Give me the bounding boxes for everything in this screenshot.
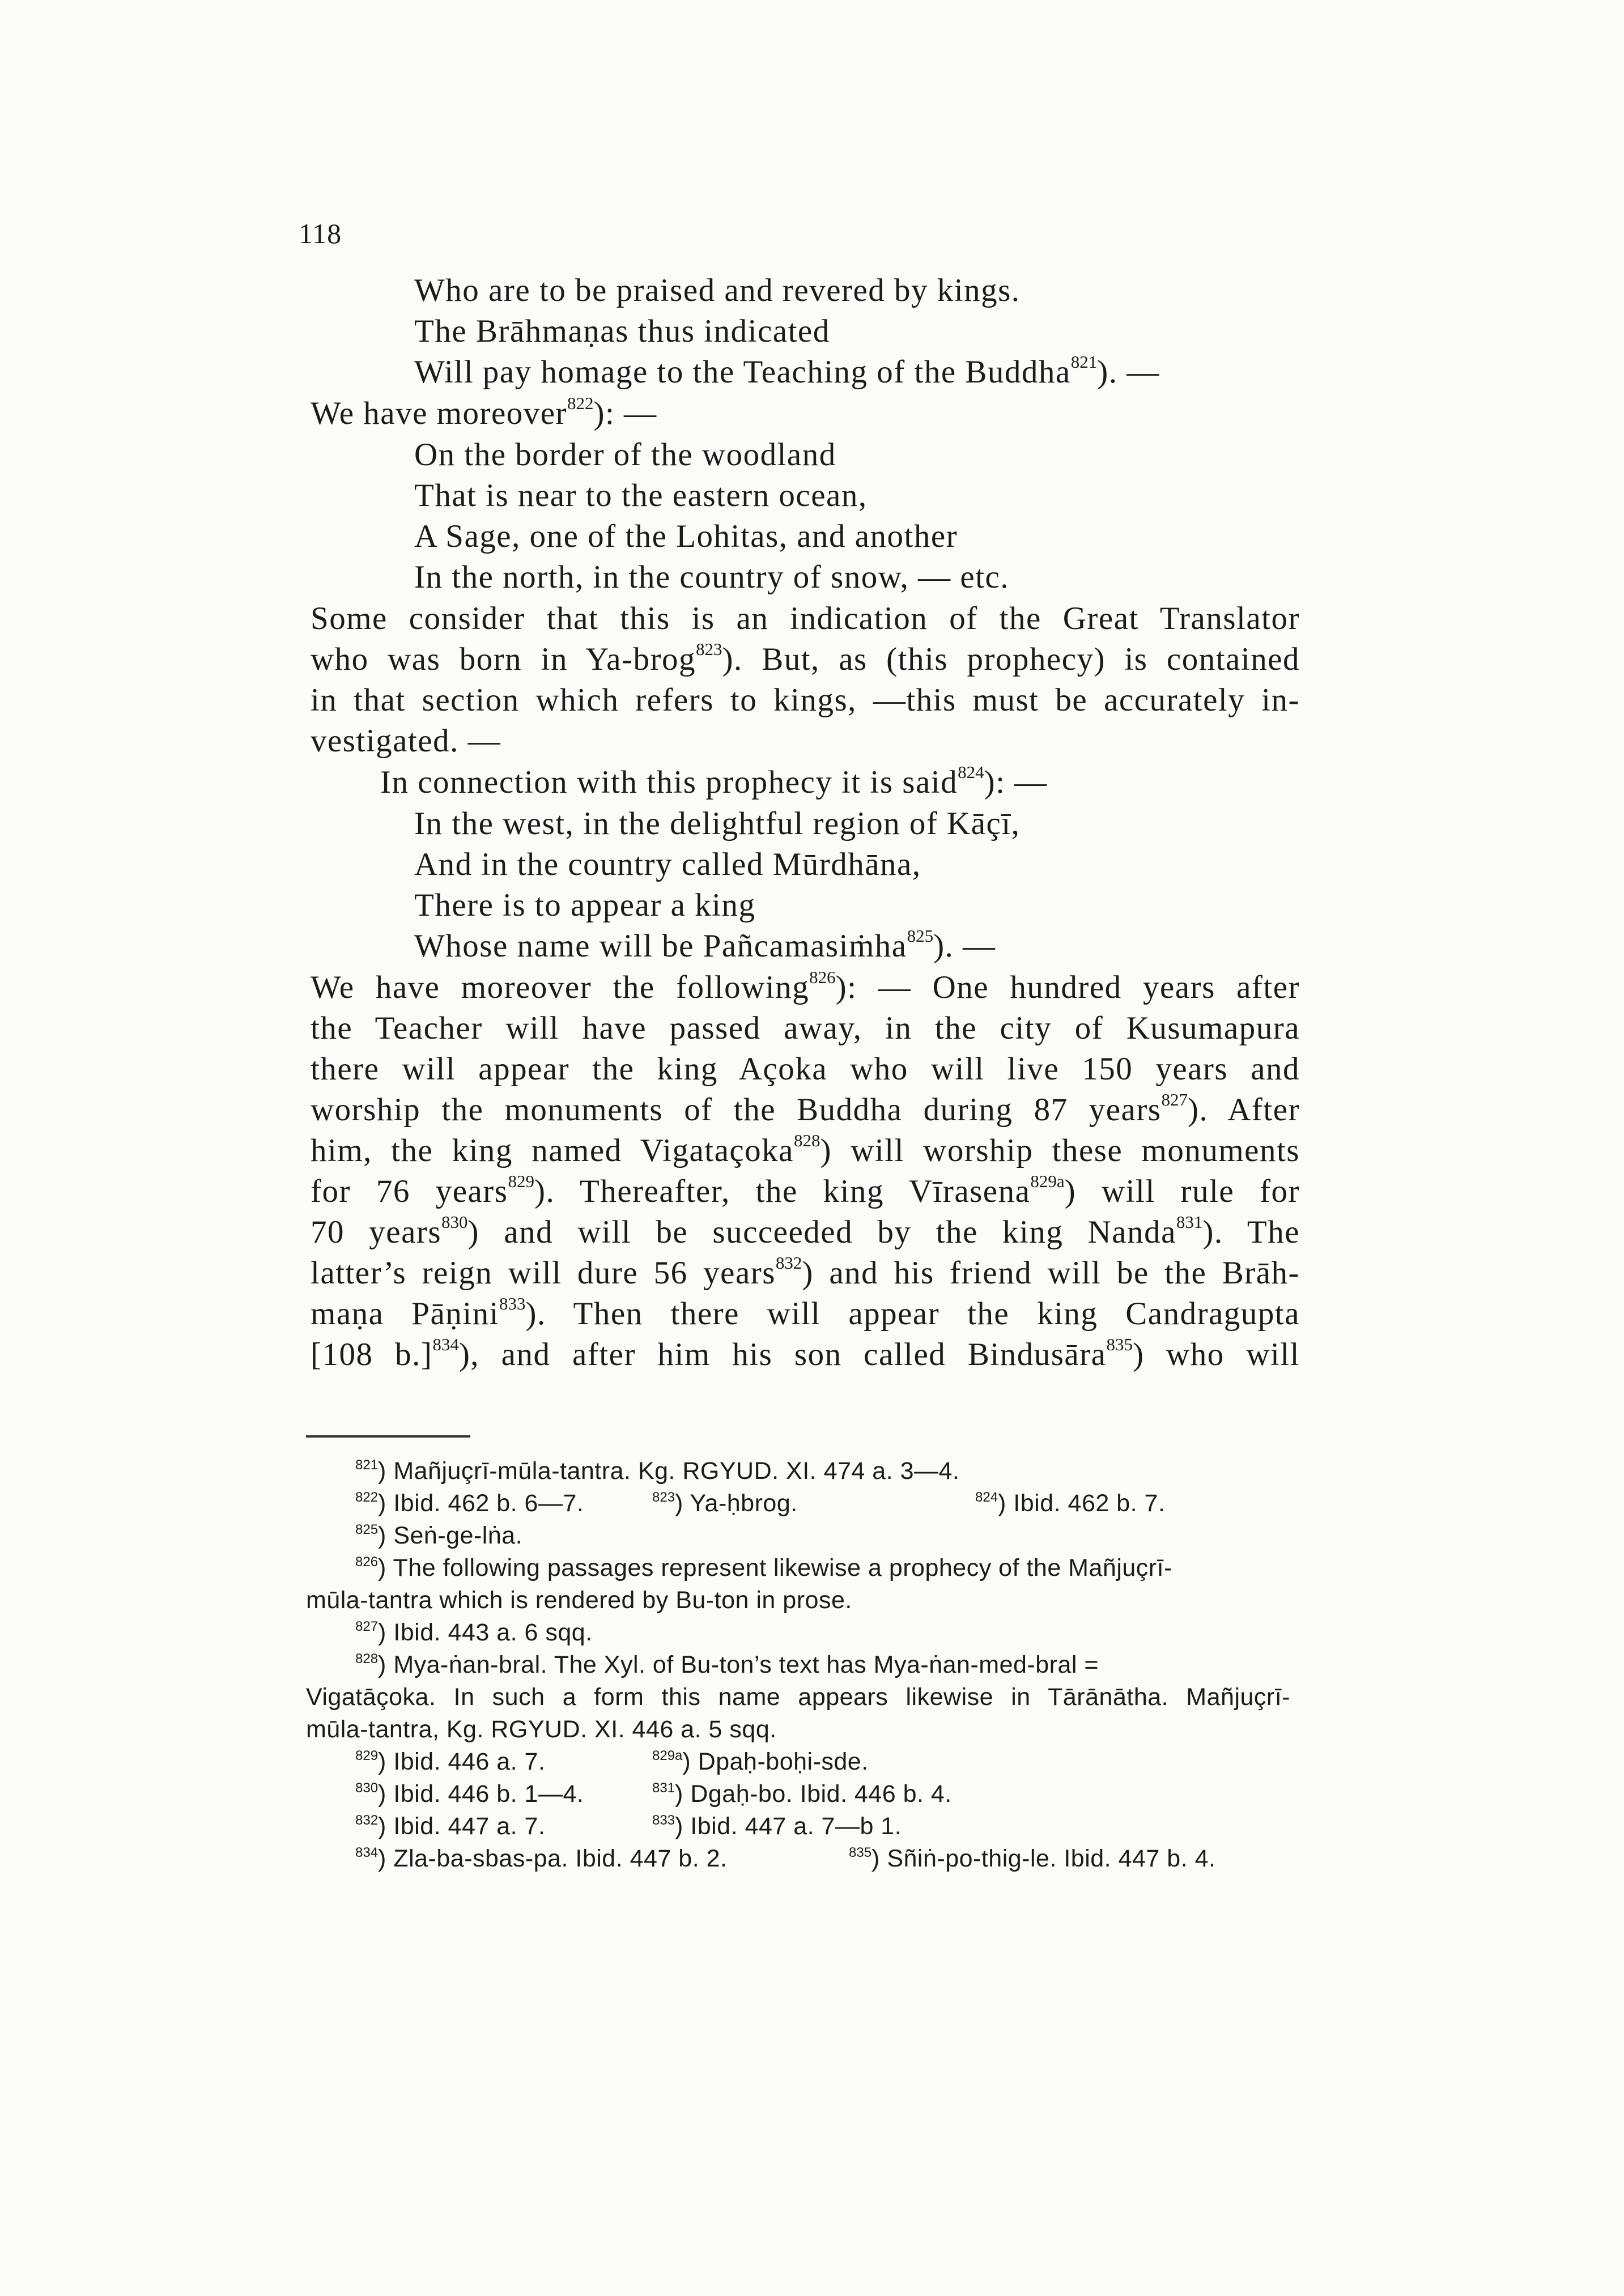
footnote-number: 823 — [652, 1490, 675, 1505]
verse-line — [414, 477, 868, 514]
text: maṇa Pāṇini — [311, 1296, 499, 1332]
footnote — [355, 1748, 545, 1776]
prose-line — [311, 1051, 1300, 1087]
footnote — [849, 1845, 1215, 1873]
text: ) will worship these monuments — [820, 1133, 1300, 1168]
prose-line — [311, 641, 1300, 678]
footnote-number: 825 — [355, 1522, 379, 1537]
footnote-ref: 826 — [809, 967, 836, 987]
text: Whose name will be Pañcamasiṁha — [414, 928, 907, 964]
prose-line — [311, 1091, 1300, 1128]
footnote-number: 827 — [355, 1619, 379, 1634]
footnote-number: 828 — [355, 1651, 379, 1666]
verse-line — [414, 805, 1020, 842]
text: We have moreover — [311, 396, 568, 431]
footnote-number: 830 — [355, 1780, 379, 1796]
text: for 76 years — [311, 1173, 508, 1209]
text: latter’s reign will dure 56 years — [311, 1255, 776, 1291]
text: In connection with this prophecy it is said — [380, 764, 958, 800]
footnote-text: ) Ya-ḥbrog. — [675, 1490, 798, 1517]
text: And in the country called Mūrdhāna, — [414, 847, 921, 882]
footnote-number: 826 — [355, 1554, 379, 1570]
text: ) will rule for — [1064, 1173, 1300, 1209]
text: ). Thereafter, the king Vīrasena — [534, 1173, 1031, 1209]
text: vestigated. — — [311, 723, 501, 759]
text: worship the monuments of the Buddha during 87 years — [311, 1092, 1162, 1128]
footnote-number: 831 — [652, 1780, 675, 1796]
footnote — [652, 1490, 798, 1517]
text: ). But, as (this prophecy) is contained — [722, 641, 1300, 677]
footnote-text: ) Ibid. 447 a. 7. — [378, 1813, 546, 1840]
footnote-ref: 824 — [958, 762, 984, 782]
text: there will appear the king Açoka who will live 150 years and — [311, 1051, 1300, 1087]
footnote-number: 829 — [355, 1748, 379, 1763]
footnote-text: ) Ibid. 446 b. 1—4. — [378, 1780, 584, 1808]
footnote-continuation — [306, 1587, 852, 1614]
footnote-number: 833 — [652, 1813, 675, 1828]
footnote — [355, 1619, 593, 1647]
verse-line — [414, 887, 756, 924]
prose-line — [311, 395, 657, 432]
footnote — [355, 1845, 727, 1873]
text: the Teacher will have passed away, in the city of Kusumapura — [311, 1010, 1300, 1046]
footnote-number: 829a — [652, 1748, 683, 1763]
footnote-text: ) Mañjuçrī-mūla-tantra. Kg. RGYUD. XI. 474 a. 3—4. — [378, 1457, 960, 1485]
verse-line — [414, 436, 836, 473]
text: Who are to be praised and revered by kings. — [414, 273, 1021, 308]
footnote-text: ) The following passages represent likewise a prophecy of the Mañjuçrī- — [378, 1554, 1172, 1581]
footnote — [975, 1490, 1165, 1517]
footnote — [355, 1780, 584, 1808]
footnote-text: ) Dpaḥ-boḥi-sde. — [682, 1748, 869, 1775]
verse-line — [414, 928, 996, 964]
footnote — [355, 1651, 1099, 1679]
footnote-ref: 825 — [907, 926, 934, 946]
footnote-ref: 829 — [508, 1171, 534, 1191]
text: There is to appear a king — [414, 887, 756, 923]
prose-line — [311, 1010, 1300, 1047]
footnote — [652, 1780, 952, 1808]
footnote-ref: 831 — [1176, 1212, 1203, 1232]
footnote-ref: 830 — [441, 1212, 468, 1232]
text: ). — — [933, 928, 996, 964]
footnote-number: 834 — [355, 1845, 379, 1860]
footnote-ref: 833 — [499, 1294, 526, 1313]
footnote-ref: 822 — [567, 393, 594, 413]
footnote-number: 822 — [355, 1490, 379, 1505]
text: him, the king named Vigataçoka — [311, 1133, 794, 1168]
verse-line — [414, 272, 1021, 309]
prose-line — [311, 1295, 1300, 1332]
text: ): — One hundred years after — [835, 970, 1300, 1005]
footnote-ref: 835 — [1106, 1334, 1133, 1354]
footnote — [355, 1554, 1172, 1582]
footnote-text: Vigatāçoka. In such a form this name appears likewise in Tārānātha. Mañjuçrī- — [306, 1683, 1290, 1711]
footnote-text: ) Sñiṅ-po-thig-le. Ibid. 447 b. 4. — [871, 1845, 1216, 1872]
footnote-text: ) Ibid. 446 a. 7. — [378, 1748, 546, 1775]
footnote-text: ) Zla-ba-sbas-pa. Ibid. 447 b. 2. — [378, 1845, 728, 1872]
footnote-text: ) Ibid. 462 b. 6—7. — [378, 1490, 584, 1517]
text: On the border of the woodland — [414, 437, 836, 473]
footnote-text: ) Seṅ-ge-lṅa. — [378, 1522, 523, 1549]
text: In the west, in the delightful region of Kāçī, — [414, 806, 1021, 841]
text: We have moreover the following — [311, 970, 810, 1005]
prose-line — [311, 1173, 1300, 1210]
text: ). — — [1097, 354, 1160, 390]
footnote — [652, 1748, 869, 1776]
text: A Sage, one of the Lohitas, and another — [414, 518, 958, 554]
text: ). After — [1188, 1092, 1300, 1128]
text: ): — — [593, 396, 657, 431]
footnote — [355, 1490, 584, 1517]
text: [108 b.] — [311, 1337, 433, 1372]
prose-line — [311, 600, 1300, 637]
verse-line — [414, 354, 1160, 390]
footnote — [355, 1522, 522, 1550]
text: ), and after him his son called Bindusāra — [458, 1337, 1107, 1372]
footnote-text: ) Ibid. 443 a. 6 sqq. — [378, 1619, 593, 1646]
footnote-continuation — [306, 1716, 777, 1744]
page-number: 118 — [299, 218, 342, 249]
verse-line — [414, 846, 921, 883]
text: ) who will — [1132, 1337, 1300, 1372]
text: ): — — [984, 764, 1048, 800]
footnote-ref: 821 — [1070, 352, 1098, 372]
text: In the north, in the country of snow, — etc. — [414, 559, 1010, 595]
prose-line — [311, 969, 1300, 1006]
text: in that section which refers to kings, —this must be accurately in- — [311, 682, 1300, 718]
prose-line — [311, 682, 1300, 718]
verse-line — [414, 518, 958, 555]
text: Will pay homage to the Teaching of the Buddha — [414, 354, 1071, 390]
footnote-continuation — [306, 1683, 1290, 1711]
footnote-text: ) Ibid. 447 a. 7—b 1. — [675, 1813, 902, 1840]
footnote — [355, 1457, 959, 1485]
text: Some consider that this is an indication of the Great Translator — [311, 601, 1300, 636]
text: 70 years — [311, 1214, 442, 1250]
prose-line — [311, 1336, 1300, 1373]
text: ). The — [1202, 1214, 1300, 1250]
text: ) and will be succeeded by the king Nanda — [467, 1214, 1176, 1250]
footnote-ref: 834 — [432, 1334, 459, 1354]
footnote-number: 832 — [355, 1813, 379, 1828]
footnote-ref: 829a — [1030, 1171, 1065, 1191]
verse-line — [414, 313, 830, 350]
verse-line — [414, 559, 1009, 596]
footnote-ref: 828 — [793, 1130, 820, 1150]
footnote-divider — [306, 1435, 470, 1438]
text: That is near to the eastern ocean, — [414, 478, 868, 513]
footnote-text: ) Mya-ṅan-bral. The Xyl. of Bu-ton’s text has Mya-ṅan-med-bral = — [378, 1651, 1099, 1678]
footnote-text: mūla-tantra, Kg. RGYUD. XI. 446 a. 5 sqq. — [306, 1716, 777, 1743]
footnote-ref: 827 — [1161, 1090, 1188, 1109]
prose-line — [311, 1132, 1300, 1169]
prose-line — [380, 764, 1048, 801]
prose-line — [311, 1255, 1300, 1291]
prose-line — [311, 722, 501, 759]
footnote-text: ) Dgaḥ-bo. Ibid. 446 b. 4. — [675, 1780, 952, 1808]
text: who was born in Ya-brog — [311, 641, 696, 677]
prose-line — [311, 1214, 1300, 1251]
footnote — [355, 1813, 545, 1840]
footnote-number: 824 — [975, 1490, 998, 1505]
footnote-ref: 832 — [775, 1253, 802, 1273]
footnote-text: mūla-tantra which is rendered by Bu-ton in prose. — [306, 1587, 852, 1614]
footnote-number: 821 — [355, 1457, 379, 1473]
text: ). Then there will appear the king Candragupta — [525, 1296, 1300, 1332]
text: ) and his friend will be the Brāh- — [802, 1255, 1300, 1291]
footnote-number: 835 — [849, 1845, 872, 1860]
footnote-ref: 823 — [696, 639, 722, 659]
text: The Brāhmaṇas thus indicated — [414, 313, 830, 349]
footnote-text: ) Ibid. 462 b. 7. — [998, 1490, 1166, 1517]
footnote — [652, 1813, 902, 1840]
